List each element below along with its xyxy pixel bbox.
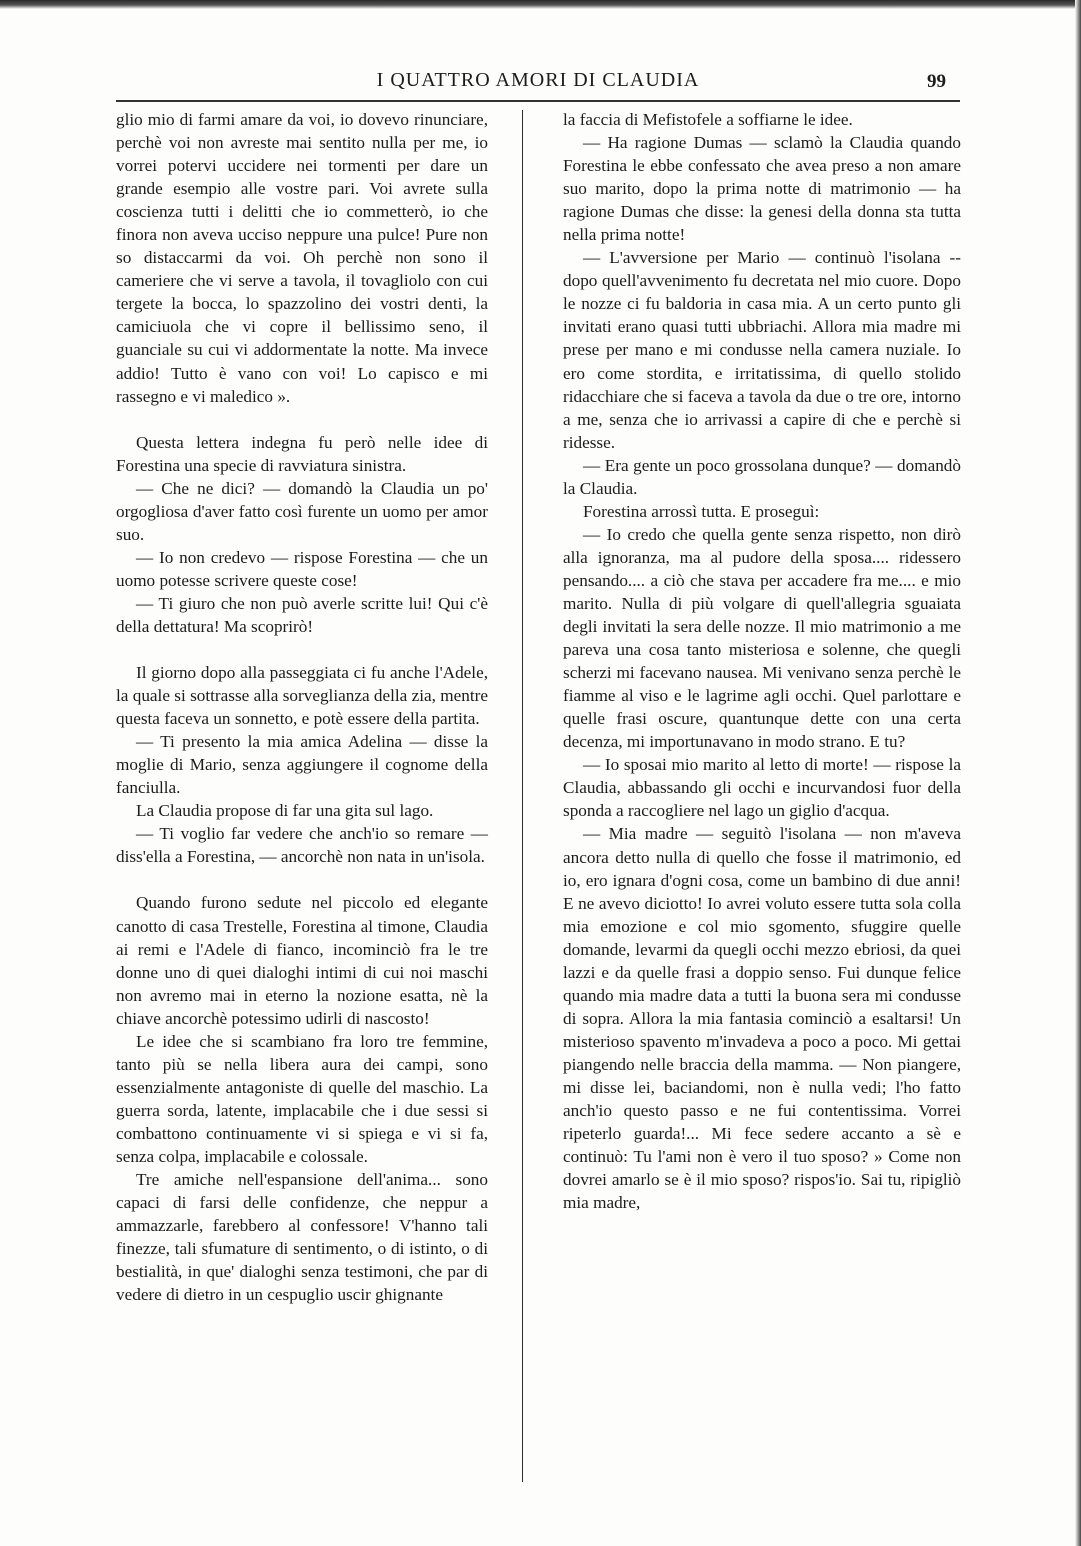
- paragraph: Forestina arrossì tutta. E proseguì:: [583, 501, 820, 521]
- paragraph: Il giorno dopo alla passeggiata ci fu anche l'Adele, la quale si sottrasse alla sorveglianza della zia, mentre questa faceva un sonnetto, e potè essere della partita.: [116, 663, 488, 729]
- paragraph: — Era gente un poco grossolana dunque? — domandò la Claudia.: [563, 455, 961, 498]
- paragraph: glio mio di farmi amare da voi, io dovevo rinunciare, perchè voi non avreste mai sentito nulla per me, io vorrei potervi uccidere nei tormenti per dare un grande esempio alle vostre pari. Voi avrete sulla coscienza tutti i delitti che io commetterò, io che finora non aveva ucciso neppure una pulce! Pure non so distaccarmi da voi. Oh perchè non sono il cameriere che vi serve a tavola, il tovagliolo con cui tergete la bocca, lo spazzolino dei vostri denti, la camiciuola che vi copre il bellissimo seno, il guanciale su cui vi addormentate la notte. Ma invece addio! Tutto è vano con voi! Lo capisco e mi rassegno e vi maledico ».: [116, 110, 488, 406]
- paragraph: la faccia di Mefistofele a soffiarne le idee.: [563, 110, 853, 129]
- paragraph: — Mia madre — seguitò l'isolana — non m'aveva ancora detto nulla di quello che fosse il matrimonio, ed io, ero ignara d'ogni cosa, come un bambino di due anni! E ne avevo diciotto! Io avrei voluto essere tutta sola colla mia emozione e col mio sgomento, sfuggire quelle domande, levarmi da quegli occhi mezzo ebriosi, da quei lazzi e da quelle frasi a doppio senso. Fui dunque felice quando mia madre data a tutti la buona sera mi condusse di sopra. Allora la mia fantasia cominciò a esaltarsi! Un misterioso spavento m'invadeva a poco a poco. Mi gettai piangendo nelle braccia della mamma. — Non piangere, mi disse lei, baciandomi, non è nulla vedi; l'ho fatto anch'io questo passo e ne fui contentissima. Vorrei ripeterlo guarda!... Mi fece sedere accanto a sè e continuò: Tu l'ami non è vero il tuo sposo? » Come non dovrei amarlo se è il mio sposo? rispos'io. Sai tu, ripigliò mia madre,: [563, 824, 961, 1213]
- paragraph: La Claudia propose di far una gita sul lago.: [136, 801, 434, 821]
- scan-top-edge: [0, 0, 1081, 9]
- running-title: I QUATTRO AMORI DI CLAUDIA: [376, 69, 700, 91]
- paragraph: Le idee che si scambiano fra loro tre femmine, tanto più se nella libera aura dei campi, sono essenzialmente antagoniste di quelle del maschio. La guerra sorda, latente, implacabile che i due sessi si combattono continuamente vi si spiega e vi si fa, senza colpa, implacabile e colossale.: [116, 1031, 488, 1166]
- header-rule: [116, 100, 960, 102]
- scan-right-edge: [1075, 0, 1081, 1546]
- right-column: [563, 108, 961, 1214]
- paragraph: — Io credo che quella gente senza rispetto, non dirò alla ignoranza, ma al pudore della sposa.... ridessero pensando.... a ciò che stava per accadere fra me.... e mio marito. Nulla di più volgare di quell'allegria sguaiata degli invitati la sera delle nozze. Il mio matrimonio a me pareva una cosa tanto misteriosa e solenne, che quegli scherzi mi facevano nausea. Mi venivano senza perchè le fiamme al viso e le lagrime agli occhi. Quel parlottare e quelle frasi oscure, quantunque dette con una certa decenza, mi importunavano in modo strano. E tu?: [563, 524, 961, 752]
- paragraph: — Che ne dici? — domandò la Claudia un po' orgogliosa d'aver fatto così furente un uomo per amor suo.: [116, 478, 488, 544]
- column-divider: [522, 110, 523, 1482]
- page-number: 99: [927, 71, 946, 92]
- paragraph: — Ti giuro che non può averle scritte lui! Qui c'è della dettatura! Ma scoprirò!: [116, 593, 488, 636]
- paragraph: — Ti voglio far vedere che anch'io so remare — diss'ella a Forestina, — ancorchè non nata in un'isola.: [116, 824, 488, 867]
- left-column: [116, 108, 488, 1306]
- paragraph: — Ti presento la mia amica Adelina — disse la moglie di Mario, senza aggiungere il cognome della fanciulla.: [116, 732, 488, 798]
- paragraph: Quando furono sedute nel piccolo ed elegante canotto di casa Trestelle, Forestina al timone, Claudia ai remi e l'Adele di fianco, incominciò fra le tre donne uno di quei dialoghi intimi di cui noi maschi non avremo mai in eterno la nozione esatta, nè la chiave ancorchè potessimo udirli di nascosto!: [116, 893, 488, 1028]
- paragraph: — Io sposai mio marito al letto di morte! — rispose la Claudia, abbassando gli occhi e incurvandosi fuor della sponda a raccogliere nel lago un giglio d'acqua.: [563, 755, 961, 821]
- paragraph: — Ha ragione Dumas — sclamò la Claudia quando Forestina le ebbe confessato che avea preso a non amare suo marito, dopo la prima notte di matrimonio — ha ragione Dumas che disse: la genesi della donna sta tutta nella prima notte!: [563, 133, 961, 245]
- paragraph: Tre amiche nell'espansione dell'anima... sono capaci di farsi delle confidenze, che neppur a ammazzarle, farebbero al confessore! V'hanno tali finezze, tali sfumature di sentimento, o di istinto, o di bestialità, in que' dialoghi senza testimoni, che par di vedere di dietro in un cespuglio uscir ghignante: [116, 1170, 488, 1305]
- paragraph: — L'avversione per Mario — continuò l'isolana -- dopo quell'avvenimento fu decretata nel mio cuore. Dopo le nozze ci fu baldoria in casa mia. A un certo punto gli invitati erano quasi tutti ubbriachi. Allora mia madre mi prese per mano e mi condusse nella camera nuziale. Io ero come stordita, e irritatissima, di quello stolido ridacchiare che si faceva a tavola da due o tre ore, intorno a me, senza che io arrivassi a capire di che e perchè si ridesse.: [563, 248, 961, 452]
- paragraph: Questa lettera indegna fu però nelle idee di Forestina una specie di ravviatura sinistra.: [116, 432, 488, 475]
- paragraph: — Io non credevo — rispose Forestina — che un uomo potesse scrivere queste cose!: [116, 547, 488, 590]
- running-head: [116, 66, 960, 98]
